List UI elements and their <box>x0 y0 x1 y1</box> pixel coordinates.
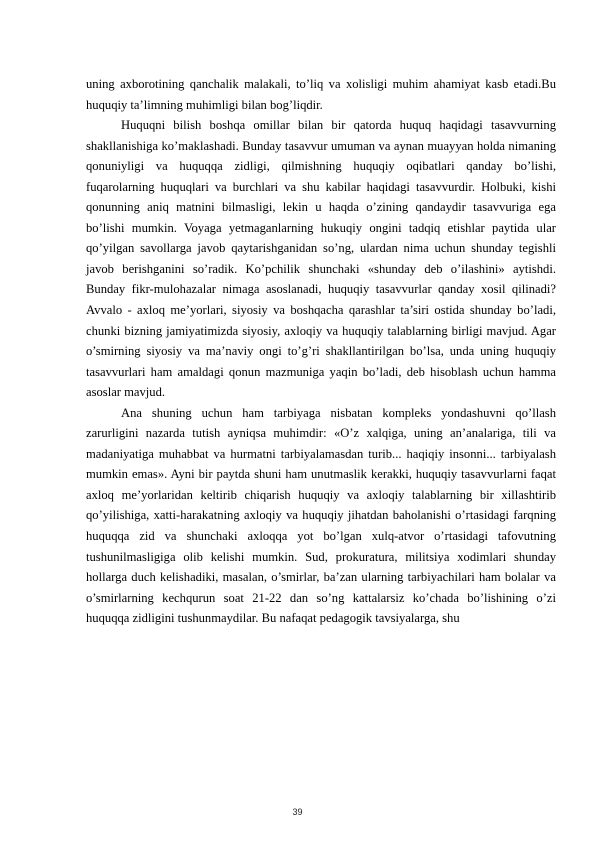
page-number: 39 <box>292 807 303 817</box>
document-body <box>86 74 556 629</box>
paragraph-legal-knowledge: Huquqni bilish boshqa omillar bilan bir qatorda huquq haqidagi tasavvurning shakllanishiga ko’maklashadi. Bunday tasavvur umuman va aynan muayyan holda nimaning qonuniyligi va huquqqa zidligi, qilmishning huquqiy oqibatlari qanday bo’lishi, fuqarolarning huquqlari va burchlari va shu kabilar haqidagi tasavvurdir. Holbuki, kishi qonunning aniq matnini bilmasligi, lekin u haqda o’zining qandaydir tasavvuriga ega bo’lishi mumkin. Voyaga yetmaganlarning hukuqiy ongini tadqiq etishlar paytida ular qo’yilgan savollarga javob qaytarishganidan so’ng, ulardan nima uchun shunday tegishli javob berishganini so’radik. Ko’pchilik shunchaki «shunday deb o’ilashini» aytishdi. Bunday fikr-mulohazalar nimaga asoslanadi, huquqiy tasavvurlar qanday xosil qilinadi? Avvalo - axloq me’yorlari, siyosiy va boshqacha qarashlar ta’siri ostida shunday bo’ladi, chunki bizning jamiyatimizda siyosiy, axloqiy va huquqiy talablarning birligi mavjud. Agar o’smirning siyosiy va ma’naviy ongi to’g’ri shakllantirilgan bo’lsa, unda uning huquqiy tasavvurlari ham amaldagi qonun mazmuniga yaqin bo’ladi, deb hisoblash uchun hamma asoslar mavjud. <box>86 118 556 400</box>
paragraph-continuation: uning axborotining qanchalik malakali, to’liq va xolisligi muhim ahamiyat kasb etadi.Bu huquqiy ta’limning muhimligi bilan bog’liqdir. <box>86 77 556 112</box>
paragraph-complex-approach: Ana shuning uchun ham tarbiyaga nisbatan kompleks yondashuvni qo’llash zarurligini nazarda tutish ayniqsa muhimdir: «O’z xalqiga, uning an’analariga, tili va madaniyatiga muhabbat va hurmatni tarbiyalamasdan turib... haqiqiy insonni... tarbiyalash mumkin emas». Ayni bir paytda shuni ham unutmaslik kerakki, huquqiy tasavvurlarni faqat axloq me’yorlaridan keltirib chiqarish huquqiy va axloqiy talablarning bir xillashtirib qo’yilishiga, xatti-harakatning axloqiy va huquqiy jihatdan baholanishi o’rtasidagi farqning huquqqa zid va shunchaki axloqqa yot bo’lgan xulq-atvor o’rtasidagi tafovutning tushunilmasligiga olib kelishi mumkin. Sud, prokuratura, militsiya xodimlari shunday hollarga duch kelishadiki, masalan, o’smirlar, ba’zan ularning tarbiyachilari ham bolalar va o’smirlarning kechqurun soat 21-22 dan so’ng kattalarsiz ko’chada bo’lishining o’zi huquqqa zidligini tushunmaydilar. Bu nafaqat pedagogik tavsiyalarga, shu <box>86 405 556 626</box>
